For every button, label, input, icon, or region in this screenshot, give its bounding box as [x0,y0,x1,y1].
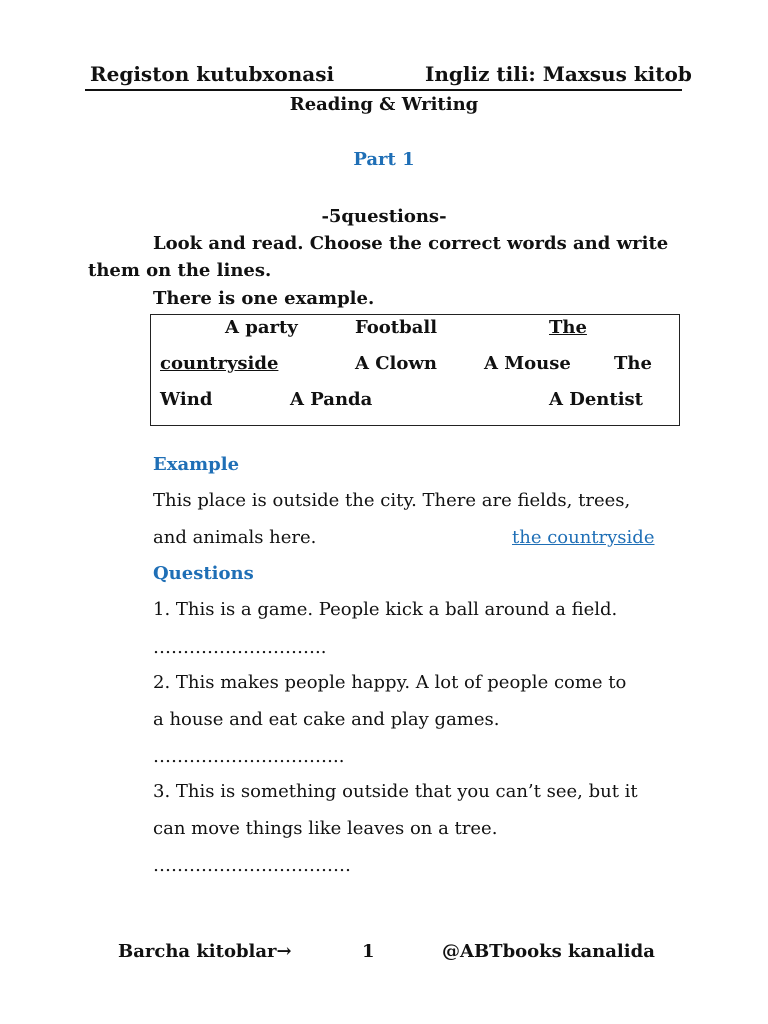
question-3-line-1: 3. This is something outside that you can’t see, but it [153,781,638,802]
word-the-2: The [614,353,652,374]
footer-right: @ABTbooks kanalida [442,941,655,962]
header-rule [85,89,682,91]
questions-heading: Questions [153,563,254,584]
part-heading: Part 1 [353,149,415,170]
word-countryside: countryside [160,353,279,374]
word-a-clown: A Clown [355,353,437,374]
question-2-line-1: 2. This makes people happy. A lot of people come to [153,672,627,693]
example-line-1: This place is outside the city. There are fields, trees, [153,490,631,511]
word-a-panda: A Panda [290,389,373,410]
page-title: Reading & Writing [289,94,479,115]
question-3-blank: …………………………… [153,855,351,876]
example-heading: Example [153,454,240,475]
question-3-line-2: can move things like leaves on a tree. [153,818,498,839]
word-the: The [549,317,587,338]
question-count: -5questions- [321,206,447,227]
word-a-mouse: A Mouse [484,353,571,374]
word-football: Football [355,317,438,338]
example-answer: the countryside [512,527,655,548]
header-right: Ingliz tili: Maxsus kitob [425,62,692,86]
example-line-2: and animals here. [153,527,317,548]
instruction-line-3: There is one example. [153,288,375,309]
word-a-dentist: A Dentist [549,389,643,410]
footer-left: Barcha kitoblar→ [118,941,292,962]
header-left: Registon kutubxonasi [90,62,335,86]
instruction-line-1: Look and read. Choose the correct words and write [153,233,669,254]
word-wind: Wind [160,389,213,410]
question-2-line-2: a house and eat cake and play games. [153,709,500,730]
page-number: 1 [362,941,375,962]
word-a-party: A party [225,317,298,338]
question-1: 1. This is a game. People kick a ball around a field. [153,599,618,620]
question-1-blank: ……………………….. [153,637,327,658]
instruction-line-2: them on the lines. [88,260,272,281]
question-2-blank: ………………………….. [153,746,345,767]
